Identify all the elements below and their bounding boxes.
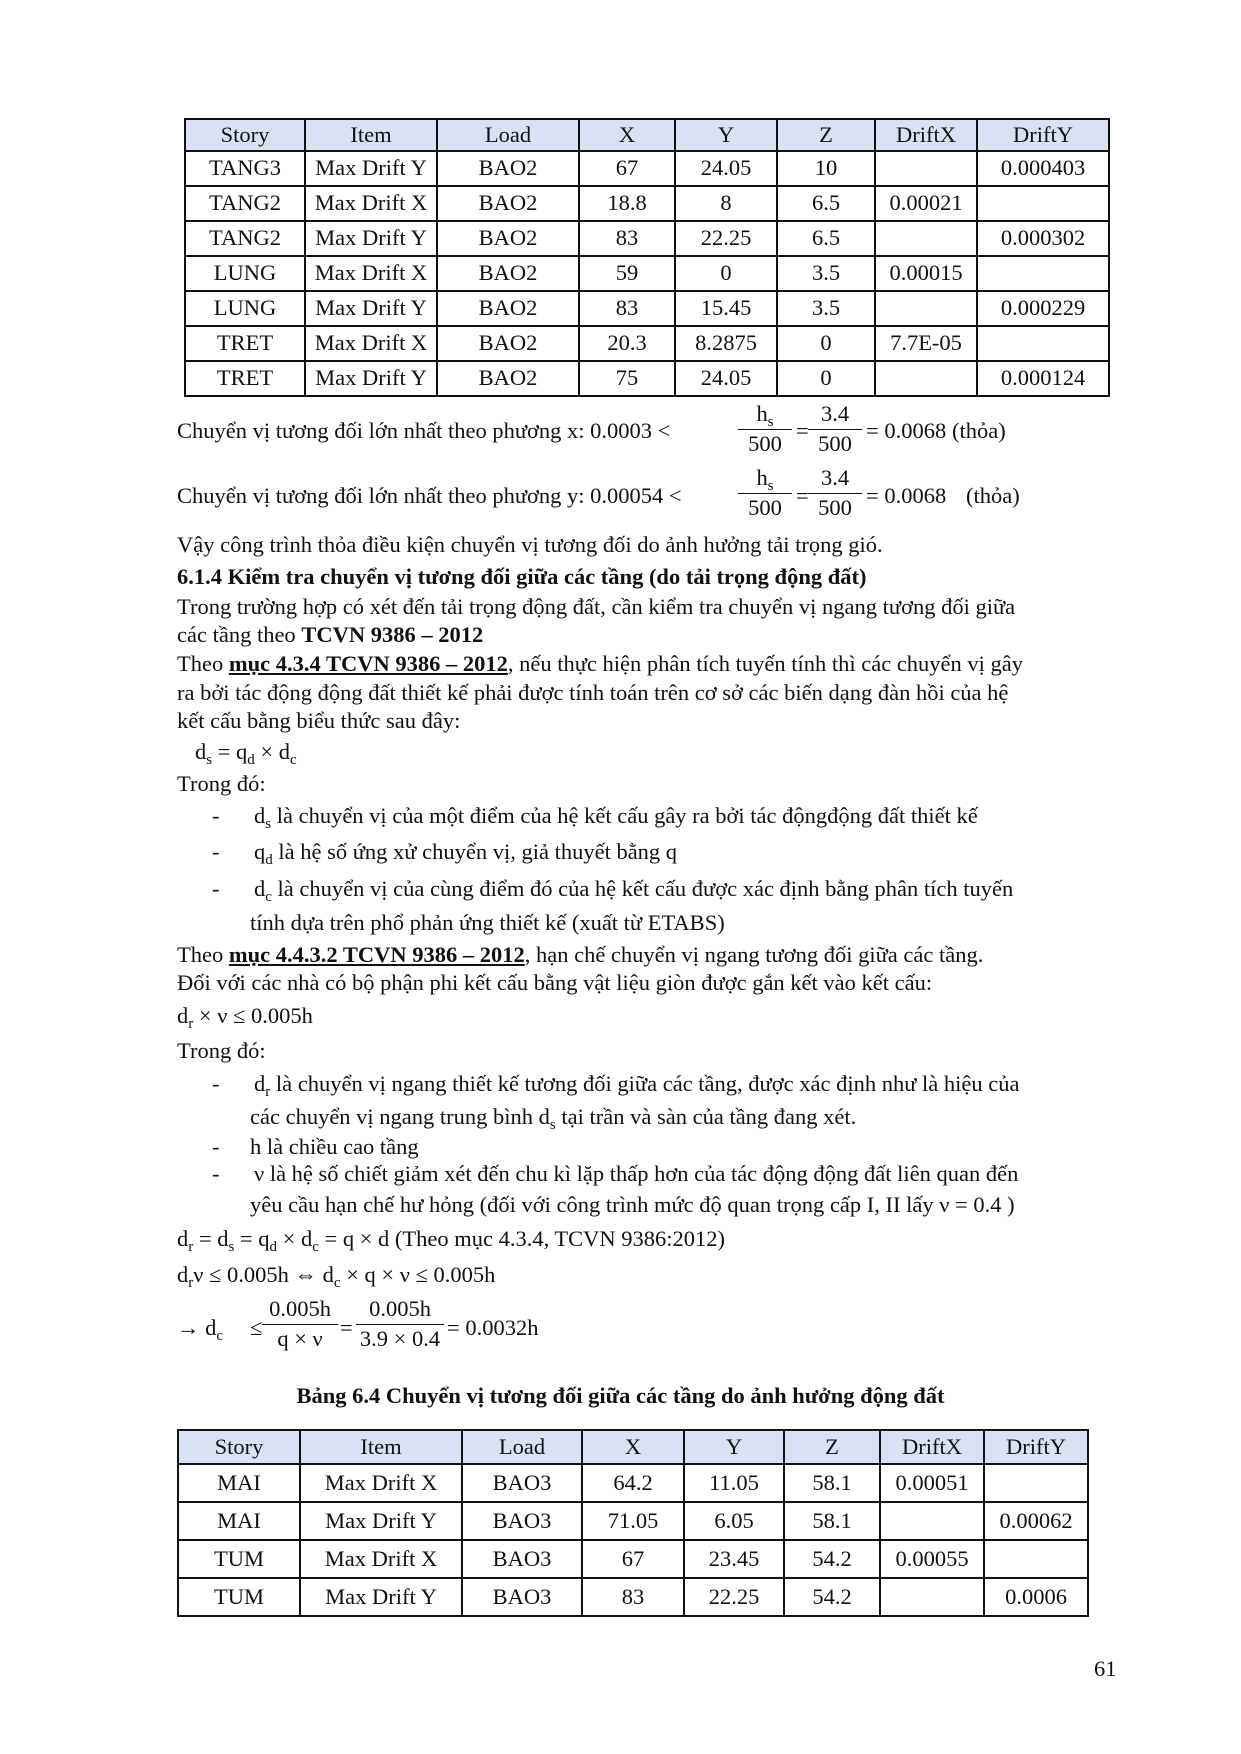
- symbol-subscript: d: [265, 852, 273, 868]
- check-x-result: = 0.0068: [866, 418, 947, 443]
- bullet-dash: -: [212, 1161, 220, 1186]
- text-span: các tầng theo: [177, 622, 302, 647]
- formula-result: = 0.0032h: [447, 1315, 539, 1340]
- table-cell: [984, 1540, 1088, 1578]
- formula-part: = q: [234, 1226, 270, 1251]
- standard-reference: TCVN 9386 – 2012: [301, 622, 484, 647]
- bullet-text: là chuyển vị của một điểm của hệ kết cấu gây ra bởi tác độngđộng đất thiết kế: [271, 803, 978, 828]
- text-span: tại trần và sàn của tầng đang xét.: [555, 1104, 857, 1129]
- formula-subscript: r: [188, 1016, 194, 1032]
- table-header-cell: Y: [675, 119, 777, 151]
- table-cell: 0: [675, 256, 777, 291]
- table-row: [178, 1502, 1088, 1540]
- table-cell: 54.2: [784, 1540, 880, 1578]
- table-cell: BAO3: [462, 1578, 582, 1616]
- bullet-item: h là chiều cao tầng: [250, 1134, 419, 1159]
- table-cell: [875, 151, 977, 186]
- table-cell: TANG2: [185, 186, 305, 221]
- table-row: [185, 361, 1109, 396]
- table-row: [185, 186, 1109, 221]
- page-number: 61: [1094, 1656, 1117, 1681]
- table-row: [185, 256, 1109, 291]
- formula-ds: [195, 739, 297, 768]
- text-span: Theo: [177, 942, 229, 967]
- bullet-continuation: tính dựa trên phổ phản ứng thiết kế (xuất từ ETABS): [250, 910, 725, 935]
- table-cell: 3.5: [777, 291, 875, 326]
- formula-part: ν ≤ 0.005h ⇔ d: [193, 1262, 334, 1287]
- table-cell: BAO2: [437, 151, 579, 186]
- text-span: , nếu thực hiện phân tích tuyến tính thì các chuyển vị gây: [507, 651, 1024, 676]
- symbol-subscript: s: [549, 1117, 556, 1133]
- formula-subscript: d: [247, 752, 255, 768]
- check-x-text: Chuyển vị tương đối lớn nhất theo phương x: 0.0003 <: [177, 418, 671, 443]
- table-cell: [875, 291, 977, 326]
- bullet-item: [254, 876, 1014, 905]
- table-cell: BAO2: [437, 326, 579, 361]
- bullet-dash: -: [212, 1071, 220, 1096]
- table-cell: Max Drift Y: [305, 221, 437, 256]
- table-header-cell: DriftY: [984, 1430, 1088, 1464]
- table-cell: TRET: [185, 361, 305, 396]
- table-row: [185, 291, 1109, 326]
- table-row: [185, 151, 1109, 186]
- symbol: ν: [254, 1161, 265, 1186]
- text-span: các chuyển vị ngang trung bình d: [250, 1104, 550, 1129]
- fraction-numerator: 0.005h: [356, 1298, 444, 1325]
- table-cell: TANG2: [185, 221, 305, 256]
- table-cell: 59: [579, 256, 675, 291]
- formula-part: × d: [254, 739, 290, 764]
- table-cell: TRET: [185, 326, 305, 361]
- bullet-dash: -: [212, 1134, 220, 1159]
- table-header-cell: Story: [185, 119, 305, 151]
- section-number: 4.3.4 TCVN 9386 – 2012: [270, 651, 508, 676]
- table-cell: [880, 1578, 984, 1616]
- table-cell: [977, 256, 1109, 291]
- paragraph-line: [177, 651, 1023, 677]
- table-row: [178, 1540, 1088, 1578]
- table-header-cell: Story: [178, 1430, 300, 1464]
- table-cell: Max Drift Y: [305, 291, 437, 326]
- table-header-row: [178, 1430, 1088, 1464]
- paragraph-line: Đối với các nhà có bộ phận phi kết cấu bằng vật liệu giòn được gắn kết vào kết cấu:: [177, 970, 933, 995]
- table-cell: 67: [579, 151, 675, 186]
- table-cell: 0.00015: [875, 256, 977, 291]
- table-cell: TUM: [178, 1578, 300, 1616]
- table-cell: [880, 1502, 984, 1540]
- table-header-cell: Load: [462, 1430, 582, 1464]
- s-subscript: s: [767, 414, 774, 430]
- table-cell: Max Drift X: [305, 186, 437, 221]
- conclusion-wind: Vậy công trình thỏa điều kiện chuyển vị tương đối do ảnh hưởng tải trọng gió.: [177, 532, 883, 557]
- table-cell: MAI: [178, 1464, 300, 1502]
- fraction-denominator: 500: [748, 494, 782, 520]
- bullet-text: là chuyển vị của cùng điểm đó của hệ kết cấu được xác định bằng phân tích tuyến: [271, 876, 1014, 901]
- table-header-cell: Z: [777, 119, 875, 151]
- table-cell: 54.2: [784, 1578, 880, 1616]
- fraction-numerator: 0.005h: [262, 1298, 338, 1325]
- fraction-numerator: [738, 467, 792, 494]
- fraction-denominator: q × ν: [277, 1325, 323, 1351]
- table-cell: 24.05: [675, 151, 777, 186]
- symbol: q: [254, 839, 266, 864]
- section-reference: [229, 651, 508, 676]
- table-header-cell: X: [579, 119, 675, 151]
- table-cell: 11.05: [684, 1464, 784, 1502]
- table-cell: 20.3: [579, 326, 675, 361]
- symbol-subscript: s: [265, 816, 272, 832]
- bullet-item: [254, 839, 678, 868]
- table-cell: 83: [579, 291, 675, 326]
- s-subscript: s: [767, 478, 774, 494]
- table-cell: BAO3: [462, 1540, 582, 1578]
- table-cell: 0.0006: [984, 1578, 1088, 1616]
- table-cell: 67: [582, 1540, 684, 1578]
- fraction-denominator: 500: [748, 430, 782, 456]
- table-cell: BAO2: [437, 291, 579, 326]
- bullet-text: là hệ số ứng xử chuyển vị, giả thuyết bằng q: [272, 839, 678, 864]
- table-cell: 0.000302: [977, 221, 1109, 256]
- table-cell: MAI: [178, 1502, 300, 1540]
- formula-subscript: r: [188, 1239, 194, 1255]
- table-cell: 58.1: [784, 1502, 880, 1540]
- table-cell: 0: [777, 361, 875, 396]
- table-cell: 83: [579, 221, 675, 256]
- table-row: [185, 326, 1109, 361]
- table-cell: 0.00062: [984, 1502, 1088, 1540]
- table-cell: Max Drift Y: [305, 361, 437, 396]
- symbol-subscript: c: [265, 889, 272, 905]
- check-y-result: = 0.0068: [866, 483, 947, 508]
- equals-sign: =: [796, 418, 809, 443]
- table-caption: Bảng 6.4 Chuyển vị tương đối giữa các tầng do ảnh hưởng động đất: [296, 1383, 945, 1408]
- check-y-status: (thỏa): [966, 483, 1020, 508]
- table-header-row: [185, 119, 1109, 151]
- paragraph-line: ra bởi tác động động đất thiết kế phải được tính toán trên cơ sở các biến dạng đàn hồi của hệ: [177, 680, 1009, 705]
- table-cell: BAO2: [437, 361, 579, 396]
- check-y-fraction-value: [808, 467, 862, 519]
- table-cell: 10: [777, 151, 875, 186]
- check-y-text: Chuyển vị tương đối lớn nhất theo phương y: 0.00054 <: [177, 483, 682, 508]
- h-symbol: h: [756, 401, 768, 426]
- symbol: d: [254, 1071, 266, 1096]
- formula-part: × d: [277, 1226, 313, 1251]
- bullet-text: là chuyển vị ngang thiết kế tương đối giữa các tầng, được xác định như là hiệu của: [270, 1071, 1020, 1096]
- table-header-cell: DriftX: [880, 1430, 984, 1464]
- table-cell: 0.000403: [977, 151, 1109, 186]
- table-cell: 6.5: [777, 221, 875, 256]
- table-cell: Max Drift X: [305, 256, 437, 291]
- formula-dr: [177, 1003, 313, 1032]
- trong-do-label: Trong đó:: [177, 771, 266, 796]
- formula-line-1: [177, 1226, 726, 1255]
- table-header-cell: DriftY: [977, 119, 1109, 151]
- muc-label: mục: [228, 942, 271, 967]
- table-header-cell: Z: [784, 1430, 880, 1464]
- formula-part: d: [177, 1003, 189, 1028]
- fraction-numerator: 3.4: [808, 403, 862, 430]
- bullet-continuation: yêu cầu hạn chế hư hỏng (đối với công trình mức độ quan trọng cấp I, II lấy ν = 0.4 ): [250, 1192, 1015, 1217]
- table-cell: 8: [675, 186, 777, 221]
- paragraph-line: [177, 622, 483, 648]
- formula-part: = q: [212, 739, 248, 764]
- fraction-limit: [262, 1298, 338, 1350]
- table-cell: Max Drift X: [300, 1540, 462, 1578]
- symbol-subscript: r: [265, 1084, 271, 1100]
- text-span: , hạn chế chuyển vị ngang tương đối giữa các tầng.: [524, 942, 984, 967]
- paragraph-line: [177, 942, 983, 968]
- table-cell: 22.25: [684, 1578, 784, 1616]
- bullet-dash: -: [212, 803, 220, 828]
- table-header-cell: Item: [305, 119, 437, 151]
- table-header-cell: Y: [684, 1430, 784, 1464]
- muc-label: mục: [228, 651, 271, 676]
- section-heading: 6.1.4 Kiểm tra chuyển vị tương đối giữa các tầng (do tải trọng động đất): [177, 564, 867, 589]
- paragraph-line: Trong trường hợp có xét đến tải trọng động đất, cần kiểm tra chuyển vị ngang tương đối giữa: [177, 594, 1016, 619]
- check-x-fraction-hs: [738, 403, 792, 455]
- bullet-item: [254, 1071, 1020, 1100]
- table-header-cell: Load: [437, 119, 579, 151]
- bullet-dash: -: [212, 839, 220, 864]
- table-cell: 83: [582, 1578, 684, 1616]
- formula-line-3-arrow: [177, 1315, 224, 1344]
- trong-do-label: Trong đó:: [177, 1038, 266, 1063]
- table-cell: Max Drift X: [305, 326, 437, 361]
- table-cell: 0.00051: [880, 1464, 984, 1502]
- fraction-numerator: 3.4: [808, 467, 862, 494]
- bullet-item: [254, 1161, 1018, 1187]
- table-cell: 58.1: [784, 1464, 880, 1502]
- table-cell: 0: [777, 326, 875, 361]
- table-row: [178, 1578, 1088, 1616]
- fraction-denominator: 500: [818, 494, 852, 520]
- table-cell: 71.05: [582, 1502, 684, 1540]
- h-symbol: h: [756, 465, 768, 490]
- table-cell: Max Drift Y: [305, 151, 437, 186]
- table-cell: 3.5: [777, 256, 875, 291]
- text-span: Theo: [177, 651, 229, 676]
- table-cell: LUNG: [185, 291, 305, 326]
- table-row: [185, 221, 1109, 256]
- formula-subscript: c: [216, 1328, 224, 1344]
- table-cell: BAO2: [437, 186, 579, 221]
- section-number: 4.4.3.2 TCVN 9386 – 2012: [270, 942, 525, 967]
- table-header-cell: Item: [300, 1430, 462, 1464]
- table-header-cell: DriftX: [875, 119, 977, 151]
- check-y-fraction-hs: [738, 467, 792, 519]
- table-cell: 22.25: [675, 221, 777, 256]
- check-x-status: (thỏa): [952, 418, 1006, 443]
- table-cell: [977, 326, 1109, 361]
- paragraph-line: kết cấu bằng biểu thức sau đây:: [177, 708, 461, 733]
- formula-subscript: c: [333, 1275, 341, 1291]
- formula-part: d: [177, 1226, 189, 1251]
- table-cell: Max Drift Y: [300, 1578, 462, 1616]
- formula-subscript: r: [188, 1275, 194, 1291]
- formula-line-2: [177, 1262, 496, 1291]
- formula-part: × ν ≤ 0.005h: [193, 1003, 313, 1028]
- table-cell: BAO3: [462, 1464, 582, 1502]
- bullet-dash: -: [212, 876, 220, 901]
- table-cell: 24.05: [675, 361, 777, 396]
- fraction-numerator: [738, 403, 792, 430]
- formula-subscript: s: [206, 752, 213, 768]
- table-cell: 6.05: [684, 1502, 784, 1540]
- table-cell: Max Drift Y: [300, 1502, 462, 1540]
- formula-part: × q × ν ≤ 0.005h: [340, 1262, 496, 1287]
- fraction-denominator: 500: [818, 430, 852, 456]
- bullet-text: là hệ số chiết giảm xét đến chu kì lặp thấp hơn của tác động động đất liên quan đến: [264, 1161, 1019, 1186]
- table-cell: 0.00021: [875, 186, 977, 221]
- table-cell: LUNG: [185, 256, 305, 291]
- table-cell: 75: [579, 361, 675, 396]
- bullet-continuation: [250, 1104, 857, 1133]
- table-cell: BAO2: [437, 256, 579, 291]
- table-cell: [875, 221, 977, 256]
- table-cell: TANG3: [185, 151, 305, 186]
- table-cell: 7.7E-05: [875, 326, 977, 361]
- equals-sign: =: [340, 1315, 353, 1340]
- formula-part: = q × d (Theo mục 4.3.4, TCVN 9386:2012): [318, 1226, 726, 1251]
- section-reference: [229, 942, 525, 967]
- formula-subscript: s: [228, 1239, 235, 1255]
- table-cell: BAO3: [462, 1502, 582, 1540]
- table-cell: [875, 361, 977, 396]
- table-cell: 0.00055: [880, 1540, 984, 1578]
- symbol: d: [254, 876, 266, 901]
- formula-part: d: [195, 739, 207, 764]
- table-cell: BAO2: [437, 221, 579, 256]
- check-x-fraction-value: [808, 403, 862, 455]
- table-cell: Max Drift X: [300, 1464, 462, 1502]
- formula-part: d: [177, 1262, 189, 1287]
- bullet-item: [254, 803, 978, 832]
- symbol: d: [254, 803, 266, 828]
- table-cell: 8.2875: [675, 326, 777, 361]
- table-cell: 23.45: [684, 1540, 784, 1578]
- drift-table-wind: [184, 118, 1110, 397]
- arrow-dc: → d: [177, 1315, 217, 1340]
- drift-table-earthquake: [177, 1429, 1089, 1617]
- fraction-numeric: [356, 1298, 444, 1350]
- table-cell: 0.000229: [977, 291, 1109, 326]
- table-cell: [977, 186, 1109, 221]
- formula-subscript: c: [312, 1239, 319, 1255]
- table-header-cell: X: [582, 1430, 684, 1464]
- table-row: [178, 1464, 1088, 1502]
- table-cell: 18.8: [579, 186, 675, 221]
- table-cell: TUM: [178, 1540, 300, 1578]
- leq-sign: ≤: [250, 1315, 263, 1340]
- fraction-denominator: 3.9 × 0.4: [359, 1325, 441, 1351]
- table-cell: 6.5: [777, 186, 875, 221]
- table-cell: 64.2: [582, 1464, 684, 1502]
- formula-subscript: d: [269, 1239, 277, 1255]
- formula-subscript: c: [290, 752, 297, 768]
- table-cell: 15.45: [675, 291, 777, 326]
- equals-sign: =: [796, 483, 809, 508]
- table-cell: [984, 1464, 1088, 1502]
- table-cell: 0.000124: [977, 361, 1109, 396]
- formula-part: = d: [193, 1226, 229, 1251]
